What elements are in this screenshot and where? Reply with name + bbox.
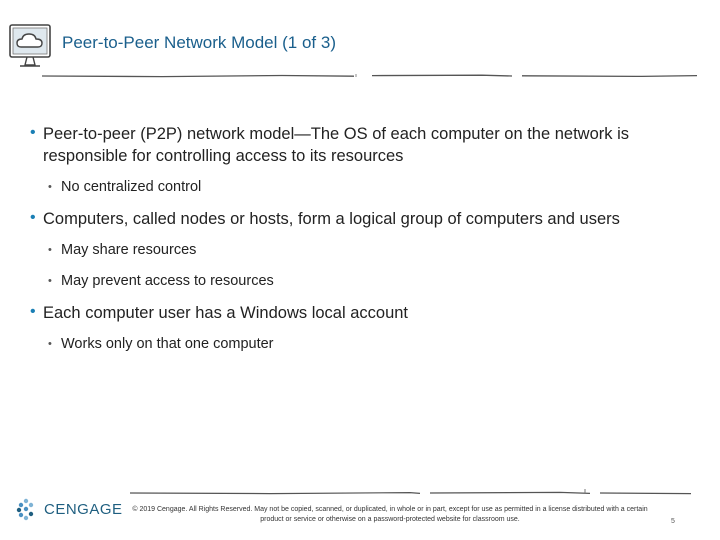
sub-bullet-item [48, 177, 681, 197]
footer-divider [130, 488, 692, 498]
bullet-dot: • [30, 209, 36, 226]
sub-bullet-text: May share resources [61, 242, 197, 258]
sub-bullet-text: No centralized control [61, 179, 202, 195]
bullet-text: Computers, called nodes or hosts, form a logical group of computers and users [43, 210, 620, 228]
bullet-dot: • [30, 303, 36, 320]
sub-bullet-item [48, 240, 681, 260]
sub-bullet-dot: • [48, 275, 52, 287]
sub-bullet-dot: • [48, 181, 52, 193]
cengage-logo-icon [16, 497, 36, 521]
bullet-text: Peer-to-peer (P2P) network model—The OS of each computer on the network is responsible for controlling access to its resources [43, 125, 630, 165]
page-number: 5 [671, 518, 675, 525]
copyright-notice: © 2019 Cengage. All Rights Reserved. May not be copied, scanned, or duplicated, in whole or in part, except for use as permitted in a license distributed with a certain product or service or otherwise on a password-protected website for classroom use. [132, 506, 648, 523]
sub-bullet-text: Works only on that one computer [61, 336, 274, 352]
bullet-item [30, 208, 693, 230]
bullet-dot: • [30, 124, 36, 141]
bullet-item [30, 123, 693, 167]
slide-title: Peer-to-Peer Network Model (1 of 3) [62, 33, 336, 52]
sub-bullet-dot: • [48, 244, 52, 256]
sub-bullet-dot: • [48, 338, 52, 350]
bullet-item [30, 302, 693, 324]
sub-bullet-item [48, 334, 681, 354]
bullet-text: Each computer user has a Windows local account [43, 304, 409, 322]
header-divider [42, 68, 698, 82]
sub-bullet-text: May prevent access to resources [61, 273, 274, 289]
brand-name: CENGAGE [44, 501, 123, 518]
cloud-monitor-icon [6, 20, 60, 72]
sub-bullet-item [48, 271, 681, 291]
